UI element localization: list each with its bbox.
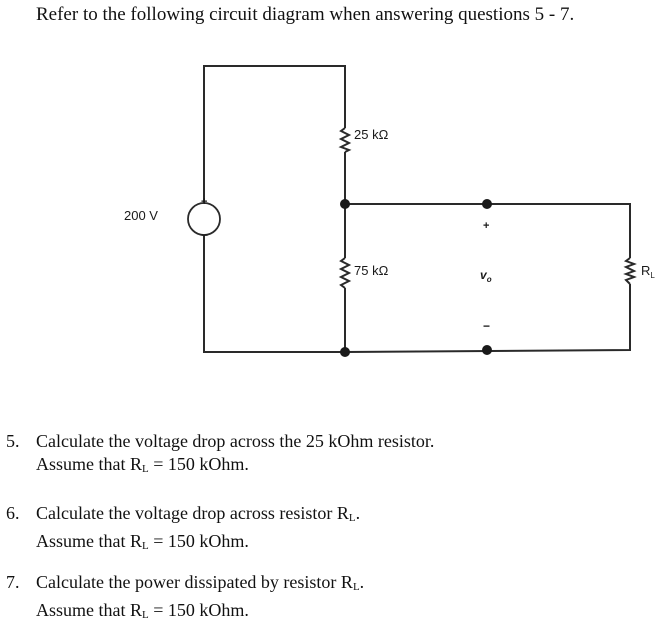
terminal-dot <box>482 345 492 355</box>
vo-label <box>480 268 492 284</box>
r1-label: 25 kΩ <box>354 127 389 142</box>
question-6: 6. Calculate the voltage drop across resistor $R_L$. Assume that $R_L = 150$ kOhm. <box>6 503 361 552</box>
node-dot <box>340 199 350 209</box>
question-text: Calculate the voltage drop across the 25 kOhm resistor. <box>36 431 435 451</box>
vo-minus: − <box>483 319 491 333</box>
rl-label-main: R <box>641 263 651 278</box>
resistor-25k <box>341 128 349 152</box>
wire-bottom-right <box>345 284 630 352</box>
wire-bottom-left <box>204 235 345 352</box>
resistor-rl <box>626 258 634 284</box>
wire-top <box>204 66 345 203</box>
resistor-75k <box>341 258 349 288</box>
vo-label-main: v <box>480 268 487 282</box>
terminal-dot <box>482 199 492 209</box>
question-number: 5. <box>6 431 20 451</box>
rl-label <box>641 263 655 280</box>
vo-label-sub: o <box>486 275 492 284</box>
question-number: 6. <box>6 503 20 523</box>
rl-label-sub: L <box>650 271 655 280</box>
source-label: 200 V <box>124 208 158 223</box>
question-5: 5. Calculate the voltage drop across the 25 kOhm resistor. Assume that $R_L = 150$ kOhm. <box>6 431 435 475</box>
r2-label: 75 kΩ <box>354 263 389 278</box>
node-dot <box>340 347 350 357</box>
source-minus: − <box>201 228 209 242</box>
question-number: 7. <box>6 572 20 592</box>
question-7: 7. Calculate the power dissipated by resistor $R_L$. Assume that $R_L = 150$ kOhm. <box>6 572 365 621</box>
vo-plus: + <box>483 220 490 232</box>
source-plus: + <box>201 196 208 208</box>
header-instruction: Refer to the following circuit diagram when answering questions 5 - 7. <box>36 4 575 25</box>
